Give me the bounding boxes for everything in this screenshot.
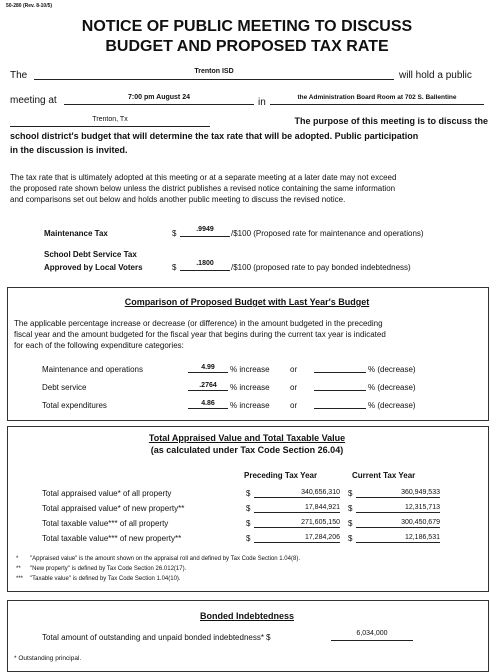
- values-row-prev: 340,656,310: [254, 487, 340, 498]
- footnote-text: "New property" is defined by Tax Code Section 26.012(17).: [30, 566, 187, 572]
- curr-dollar: $: [348, 489, 353, 498]
- comparison-text-line1: The applicable percentage increase or decrease (or difference) in the amount budgeted in the preceding: [14, 319, 383, 328]
- rate-paragraph-line1: The tax rate that is ultimately adopted at this meeting or at a separate meeting at a later date may not exceed: [10, 173, 397, 182]
- comparison-row-decrease-field: [314, 380, 366, 391]
- notice-title-line1: NOTICE OF PUBLIC MEETING TO DISCUSS: [81, 18, 413, 35]
- values-heading: Total Appraised Value and Total Taxable Value: [148, 433, 346, 443]
- values-row-curr: 300,450,679: [356, 517, 440, 528]
- values-row-prev: 271,605,150: [254, 517, 340, 528]
- meeting-place: the Administration Board Room at 702 S. Ballentine: [297, 94, 457, 101]
- meeting-time: 7:00 pm August 24: [128, 94, 190, 101]
- values-row-prev: 17,844,921: [254, 502, 340, 513]
- footnote-mark: *: [16, 556, 19, 562]
- values-row-curr: 12,315,713: [356, 502, 440, 513]
- purpose-text-line2: school district's budget that will determine the tax rate that will be adopted. Public participation: [10, 131, 419, 141]
- the-label: The: [10, 70, 28, 81]
- maintenance-dollar: $: [172, 229, 177, 238]
- prev-dollar: $: [246, 534, 251, 543]
- footnote-new-property: [16, 564, 300, 574]
- prev-dollar: $: [246, 519, 251, 528]
- debt-service-label-line2: Approved by Local Voters: [44, 263, 143, 272]
- comparison-row-increase: .2764: [188, 380, 228, 391]
- values-subheading: (as calculated under Tax Code Section 26.04): [150, 445, 344, 455]
- district-name: Trenton ISD: [194, 68, 234, 75]
- or-label: or: [290, 401, 298, 410]
- meeting-at-label: meeting at: [10, 95, 57, 106]
- purpose-text-line1: The purpose of this meeting is to discuss the: [294, 116, 488, 126]
- curr-dollar: $: [348, 534, 353, 543]
- comparison-row-label: Debt service: [42, 383, 87, 392]
- comparison-row-increase: 4.86: [188, 398, 228, 409]
- footnote-text: "Appraised value" is the amount shown on the appraisal roll and defined by Tax Code Section 1.04(8).: [30, 556, 300, 562]
- will-hold-label: will hold a public: [399, 70, 472, 81]
- values-row-prev: 17,284,206: [254, 532, 340, 543]
- values-row-curr: 360,949,533: [356, 487, 440, 498]
- values-row-label: Total taxable value*** of all property: [42, 519, 169, 528]
- values-row-label: Total taxable value*** of new property**: [42, 534, 182, 543]
- increase-label: % increase: [230, 383, 270, 392]
- values-footnotes: [16, 554, 300, 584]
- comparison-row-increase: 4.99: [188, 362, 228, 373]
- comparison-rows: [42, 362, 462, 416]
- debt-rate-desc: /$100 (proposed rate to pay bonded indebtedness): [231, 263, 411, 272]
- maintenance-tax-label: Maintenance Tax: [44, 229, 108, 238]
- comparison-row-label: Total expenditures: [42, 401, 107, 410]
- form-number: 50-280 (Rev. 8-10/5): [6, 3, 53, 9]
- debt-rate: .1800: [196, 260, 214, 267]
- increase-label: % increase: [230, 365, 270, 374]
- debt-dollar: $: [172, 263, 177, 272]
- decrease-label: % (decrease): [368, 401, 416, 410]
- maintenance-rate-desc: /$100 (Proposed rate for maintenance and operations): [231, 229, 424, 238]
- footnote-appraised: [16, 554, 300, 564]
- comparison-text: [14, 318, 484, 351]
- values-row-taxable-new: [42, 532, 472, 547]
- footnote-taxable: [16, 574, 300, 584]
- values-row-appraised-new: [42, 502, 472, 517]
- comparison-heading: Comparison of Proposed Budget with Last Year's Budget: [124, 297, 370, 307]
- increase-label: % increase: [230, 401, 270, 410]
- values-row-label: Total appraised value* of new property**: [42, 504, 185, 513]
- values-rows: [42, 487, 472, 547]
- col-preceding-year: Preceding Tax Year: [244, 471, 318, 480]
- purpose-text-line3: in the discussion is invited.: [10, 145, 128, 155]
- comparison-row-maintenance: [42, 362, 462, 380]
- curr-dollar: $: [348, 519, 353, 528]
- rate-paragraph-line3: and comparisons set out below and holds another public meeting to discuss the revised notice.: [10, 195, 346, 204]
- debt-service-label-line1: School Debt Service Tax: [44, 250, 137, 259]
- decrease-label: % (decrease): [368, 383, 416, 392]
- meeting-city: Trenton, Tx: [92, 116, 128, 123]
- in-label: in: [258, 97, 266, 108]
- comparison-text-line2: fiscal year and the amount budgeted for the fiscal year that begins during the current tax year is indicated: [14, 330, 386, 339]
- notice-title-line2: BUDGET AND PROPOSED TAX RATE: [105, 38, 389, 55]
- footnote-mark: ***: [16, 576, 24, 582]
- rate-paragraph-line2: the proposed rate shown below unless the district publishes a revised notice containing the same information: [10, 184, 396, 193]
- comparison-row-total: [42, 398, 462, 416]
- values-row-label: Total appraised value* of all property: [42, 489, 172, 498]
- footnote-text: "Taxable value" is defined by Tax Code Section 1.04(10).: [30, 576, 181, 582]
- comparison-text-line3: for each of the following expenditure categories:: [14, 341, 184, 350]
- values-row-taxable-all: [42, 517, 472, 532]
- comparison-row-debt: [42, 380, 462, 398]
- bonded-label: Total amount of outstanding and unpaid bonded indebtedness* $: [42, 633, 271, 642]
- or-label: or: [290, 383, 298, 392]
- decrease-label: % (decrease): [368, 365, 416, 374]
- bonded-note: * Outstanding principal.: [14, 655, 82, 662]
- footnote-mark: **: [16, 566, 21, 572]
- comparison-row-label: Maintenance and operations: [42, 365, 143, 374]
- comparison-row-decrease-field: [314, 362, 366, 373]
- bonded-amount: 6,034,000: [331, 630, 413, 641]
- maintenance-rate: .9949: [196, 226, 214, 233]
- or-label: or: [290, 365, 298, 374]
- values-row-appraised-all: [42, 487, 472, 502]
- prev-dollar: $: [246, 489, 251, 498]
- curr-dollar: $: [348, 504, 353, 513]
- rate-paragraph: [10, 172, 490, 205]
- bonded-heading: Bonded Indebtedness: [199, 611, 294, 621]
- col-current-year: Current Tax Year: [352, 471, 416, 480]
- values-row-curr: 12,186,531: [356, 532, 440, 543]
- comparison-row-decrease-field: [314, 398, 366, 409]
- prev-dollar: $: [246, 504, 251, 513]
